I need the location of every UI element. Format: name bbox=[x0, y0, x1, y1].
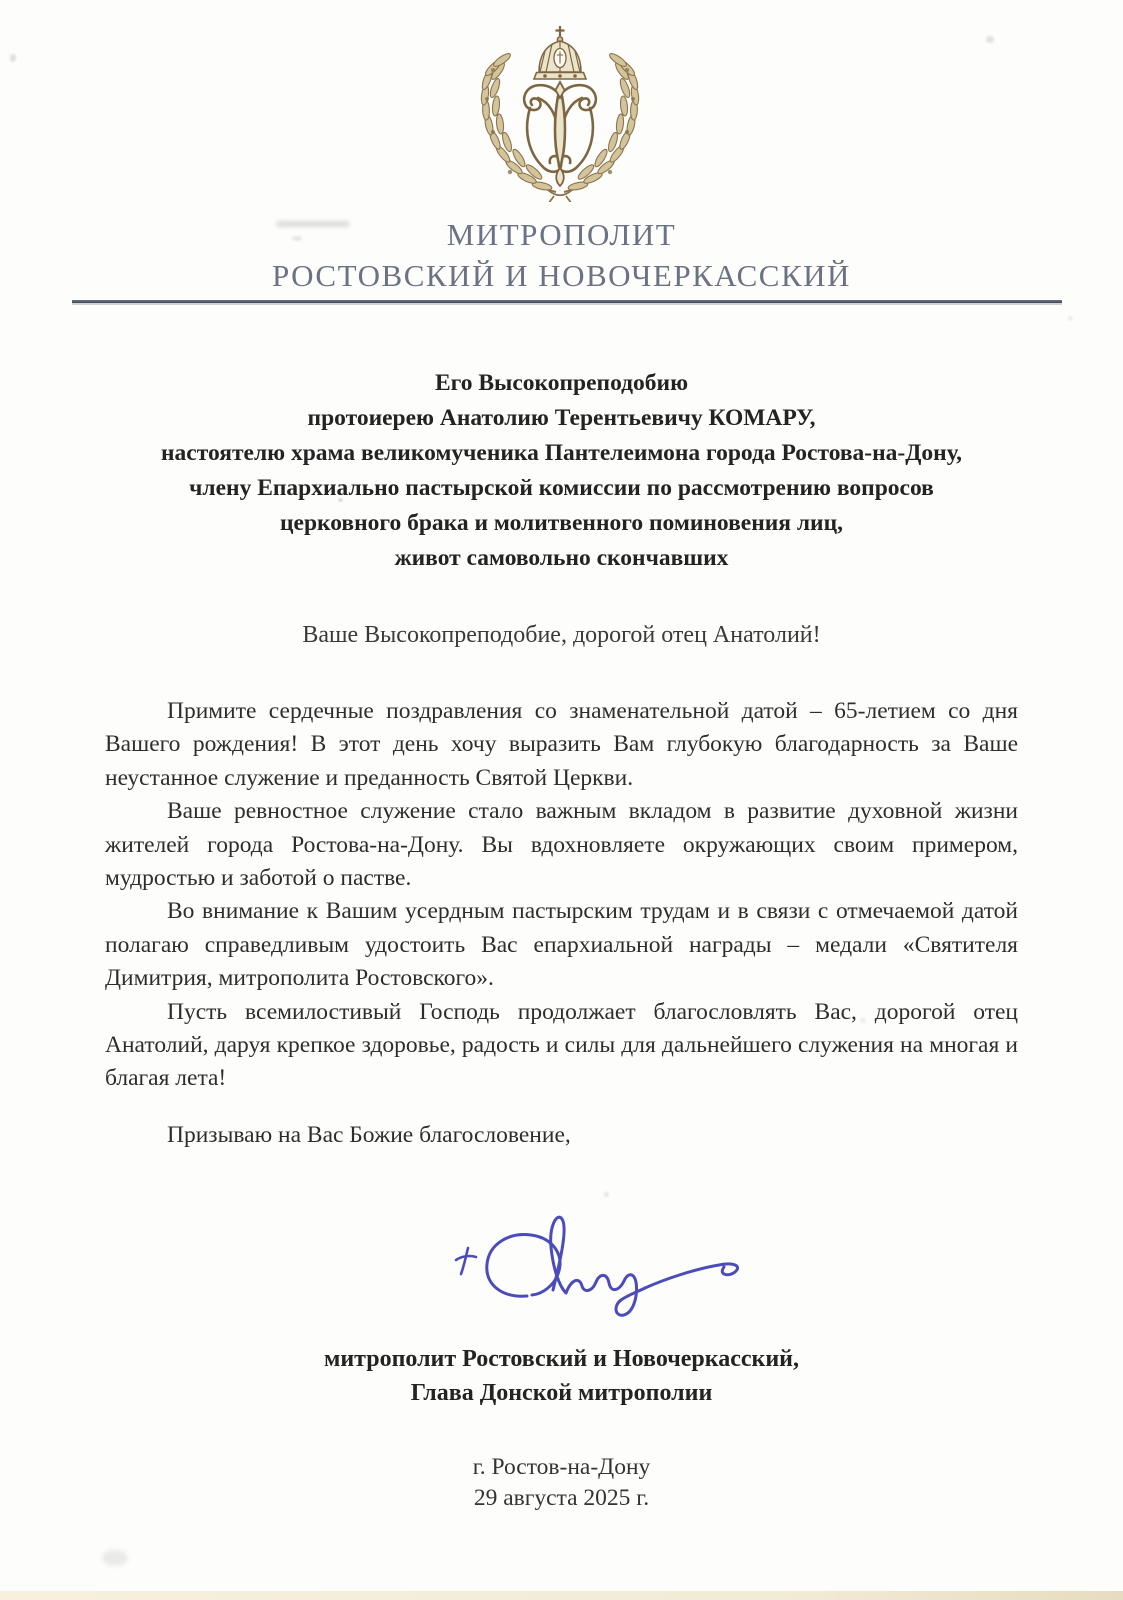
letterhead-title-line1: МИТРОПОЛИТ bbox=[446, 217, 677, 252]
scan-edge-strip bbox=[0, 1591, 1123, 1600]
signoff-block bbox=[0, 1342, 1123, 1410]
wreath-ribbon-icon bbox=[548, 190, 572, 202]
scan-speck bbox=[986, 36, 994, 43]
addressee-line: члену Епархиально пастырской комиссии по рассмотрению вопросов bbox=[189, 475, 934, 501]
body-paragraph: Ваше ревностное служение стало важным вкладом в развитие духовной жизни жителей города Ростова-на-Дону. Вы вдохновляете окружающих своим примером, мудростью и заботой о пастве. bbox=[105, 798, 1018, 892]
body-paragraph: Примите сердечные поздравления со знаменательной датой – 65-летием со дня Вашего рождения! В этот день хочу выразить Вам глубокую благодарность за Ваше неустанное служение и преданность Святой Церкви. bbox=[105, 698, 1018, 791]
closing-line: Призываю на Вас Божие благословение, bbox=[167, 1122, 571, 1148]
addressee-line: протоиерею Анатолию Терентьевичу КОМАРУ, bbox=[307, 405, 816, 431]
crown-icon bbox=[534, 26, 586, 79]
date-line: 29 августа 2025 г. bbox=[473, 1485, 650, 1511]
scan-speck bbox=[1068, 316, 1073, 321]
blessing-cross-icon bbox=[456, 1248, 476, 1274]
letterhead-emblem bbox=[460, 20, 660, 202]
addressee-line: живот самовольно скончавших bbox=[394, 545, 729, 571]
letter-body bbox=[105, 695, 1018, 1096]
letterhead-title bbox=[0, 214, 1123, 296]
signoff-line: Глава Донской митрополии bbox=[410, 1380, 713, 1406]
place-line: г. Ростов-на-Дону bbox=[472, 1454, 651, 1480]
salutation: Ваше Высокопреподобие, дорогой отец Анатолий! bbox=[302, 622, 821, 648]
signature-block bbox=[435, 1200, 775, 1332]
body-paragraph: Пусть всемилостивый Господь продолжает благословлять Вас, дорогой отец Анатолий, даруя крепкое здоровье, радость и силы для дальнейшего служения на многая и благая лета! bbox=[105, 998, 1018, 1092]
handwritten-signature bbox=[435, 1200, 775, 1332]
scan-speck bbox=[604, 1192, 609, 1197]
scan-speck bbox=[10, 54, 16, 62]
addressee-line: настоятелю храма великомученика Пантелеимона города Ростова-на-Дону, bbox=[161, 440, 962, 466]
place-date-block bbox=[0, 1452, 1123, 1514]
addressee-block bbox=[80, 366, 1043, 576]
addressee-line: Его Высокопреподобию bbox=[434, 370, 689, 396]
letterhead-title-line2: РОСТОВСКИЙ И НОВОЧЕРКАССКИЙ bbox=[272, 258, 851, 293]
scan-speck bbox=[102, 1550, 128, 1566]
letterhead-divider bbox=[72, 300, 1062, 303]
signoff-line: митрополит Ростовский и Новочеркасский, bbox=[323, 1346, 800, 1372]
body-paragraph: Во внимание к Вашим усердным пастырским трудам и в связи с отмечаемой датой полагаю справедливым удостоить Вас епархиальной награды – медали «Святителя Димитрия, митрополита Ростовского». bbox=[105, 898, 1018, 992]
addressee-line: церковного брака и молитвенного поминовения лиц, bbox=[279, 510, 843, 536]
crowned-monogram-wreath-icon bbox=[460, 20, 660, 202]
